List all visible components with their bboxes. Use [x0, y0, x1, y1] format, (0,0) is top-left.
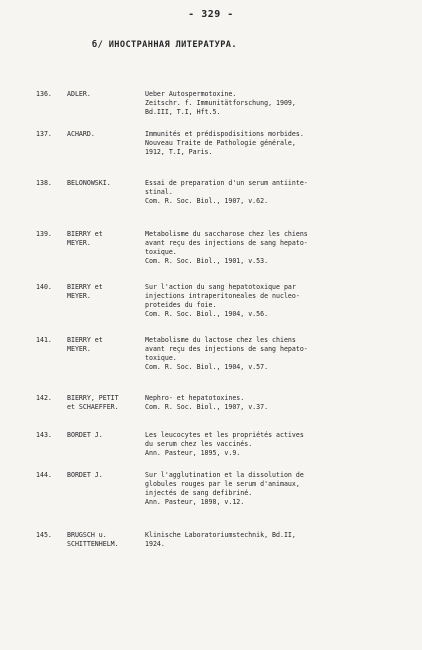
- entry-citation: [145, 394, 413, 412]
- citation-line: Nouveau Traite de Pathologie générale,: [145, 138, 296, 147]
- author-line: MEYER.: [67, 291, 91, 300]
- citation-line: Com. R. Soc. Biol., 1907, v.62.: [145, 196, 269, 205]
- citation-line: Klinische Laboratoriumstechnik, Bd.II,: [145, 531, 296, 539]
- author-line: BIERRY et: [67, 230, 103, 238]
- citation-line: Com. R. Soc. Biol., 1907, v.37.: [145, 402, 269, 411]
- citation-line: toxique.: [145, 247, 177, 256]
- citation-line: avant reçu des injections de sang hepato-: [145, 238, 308, 247]
- entry-citation: [145, 90, 413, 117]
- citation-line: injections intraperitoneales de nucleo-: [145, 291, 300, 300]
- entry-number: 142.: [36, 394, 52, 402]
- entry-author: [67, 531, 145, 549]
- author-line: MEYER.: [67, 344, 91, 353]
- citation-line: 1924.: [145, 539, 165, 548]
- citation-line: injectés de sang defibriné.: [145, 488, 253, 497]
- citation-line: Sur l'agglutination et la dissolution de: [145, 471, 304, 479]
- entry-number: 139.: [36, 230, 52, 238]
- entry-citation: [145, 283, 413, 319]
- author-line: ADLER.: [67, 90, 91, 98]
- entry-citation: [145, 230, 413, 266]
- citation-line: Metabolisme du lactose chez les chiens: [145, 336, 296, 344]
- section-heading: б/ ИНОСТРАННАЯ ЛИТЕРАТУРА.: [92, 40, 237, 50]
- entry-number: 137.: [36, 130, 52, 138]
- citation-line: Com. R. Soc. Biol., 1904, v.56.: [145, 309, 269, 318]
- author-line: BIERRY, PETIT: [67, 394, 119, 402]
- author-line: BIERRY et: [67, 336, 103, 344]
- citation-line: Zeitschr. f. Immunitätforschung, 1909,: [145, 98, 296, 107]
- entry-author: [67, 230, 145, 248]
- entry-citation: [145, 130, 413, 157]
- entry-author: [67, 431, 145, 440]
- citation-line: globules rouges par le serum d'animaux,: [145, 479, 300, 488]
- citation-line: du serum chez les vaccinés.: [145, 439, 253, 448]
- entry-number: 138.: [36, 179, 52, 187]
- citation-line: toxique.: [145, 353, 177, 362]
- entry-author: [67, 283, 145, 301]
- entry-author: [67, 130, 145, 139]
- entry-citation: [145, 336, 413, 372]
- author-line: SCHITTENHELM.: [67, 539, 119, 548]
- citation-line: Nephro- et hepatotoxines.: [145, 394, 245, 402]
- citation-line: Ueber Autospermotoxine.: [145, 90, 237, 98]
- citation-line: stinal.: [145, 187, 173, 196]
- author-line: et SCHAEFFER.: [67, 402, 119, 411]
- entry-citation: [145, 179, 413, 206]
- entry-number: 136.: [36, 90, 52, 98]
- citation-line: Immunités et prédispodisitions morbides.: [145, 130, 304, 138]
- entry-author: [67, 471, 145, 480]
- citation-line: Ann. Pasteur, 1898, v.12.: [145, 497, 245, 506]
- citation-line: 1912, T.I, Paris.: [145, 147, 213, 156]
- citation-line: Les leucocytes et les propriétés actives: [145, 431, 304, 439]
- author-line: BRUGSCH u.: [67, 531, 107, 539]
- author-line: MEYER.: [67, 238, 91, 247]
- entry-number: 145.: [36, 531, 52, 539]
- author-line: BELONOWSKI.: [67, 179, 111, 187]
- citation-line: avant reçu des injections de sang hepato-: [145, 344, 308, 353]
- entry-number: 141.: [36, 336, 52, 344]
- entry-number: 143.: [36, 431, 52, 439]
- citation-line: proteides du foie.: [145, 300, 217, 309]
- citation-line: Bd.III, T.I, Hft.5.: [145, 107, 221, 116]
- citation-line: Com. R. Soc. Biol., 1901, v.53.: [145, 256, 269, 265]
- entry-number: 144.: [36, 471, 52, 479]
- author-line: BORDET J.: [67, 431, 103, 439]
- page-number: - 329 -: [188, 9, 234, 20]
- entry-author: [67, 90, 145, 99]
- entry-author: [67, 336, 145, 354]
- entry-citation: [145, 531, 413, 549]
- author-line: BORDET J.: [67, 471, 103, 479]
- citation-line: Essai de preparation d'un serum antiinte-: [145, 179, 308, 187]
- citation-line: Metabolisme du saccharose chez les chiens: [145, 230, 308, 238]
- author-line: BIERRY et: [67, 283, 103, 291]
- author-line: ACHARD.: [67, 130, 95, 138]
- citation-line: Ann. Pasteur, 1895, v.9.: [145, 448, 241, 457]
- citation-line: Sur l'action du sang hepatotoxique par: [145, 283, 296, 291]
- entry-citation: [145, 431, 413, 458]
- citation-line: Com. R. Soc. Biol., 1904, v.57.: [145, 362, 269, 371]
- entry-author: [67, 394, 145, 412]
- entry-number: 140.: [36, 283, 52, 291]
- entry-author: [67, 179, 145, 188]
- entry-citation: [145, 471, 413, 507]
